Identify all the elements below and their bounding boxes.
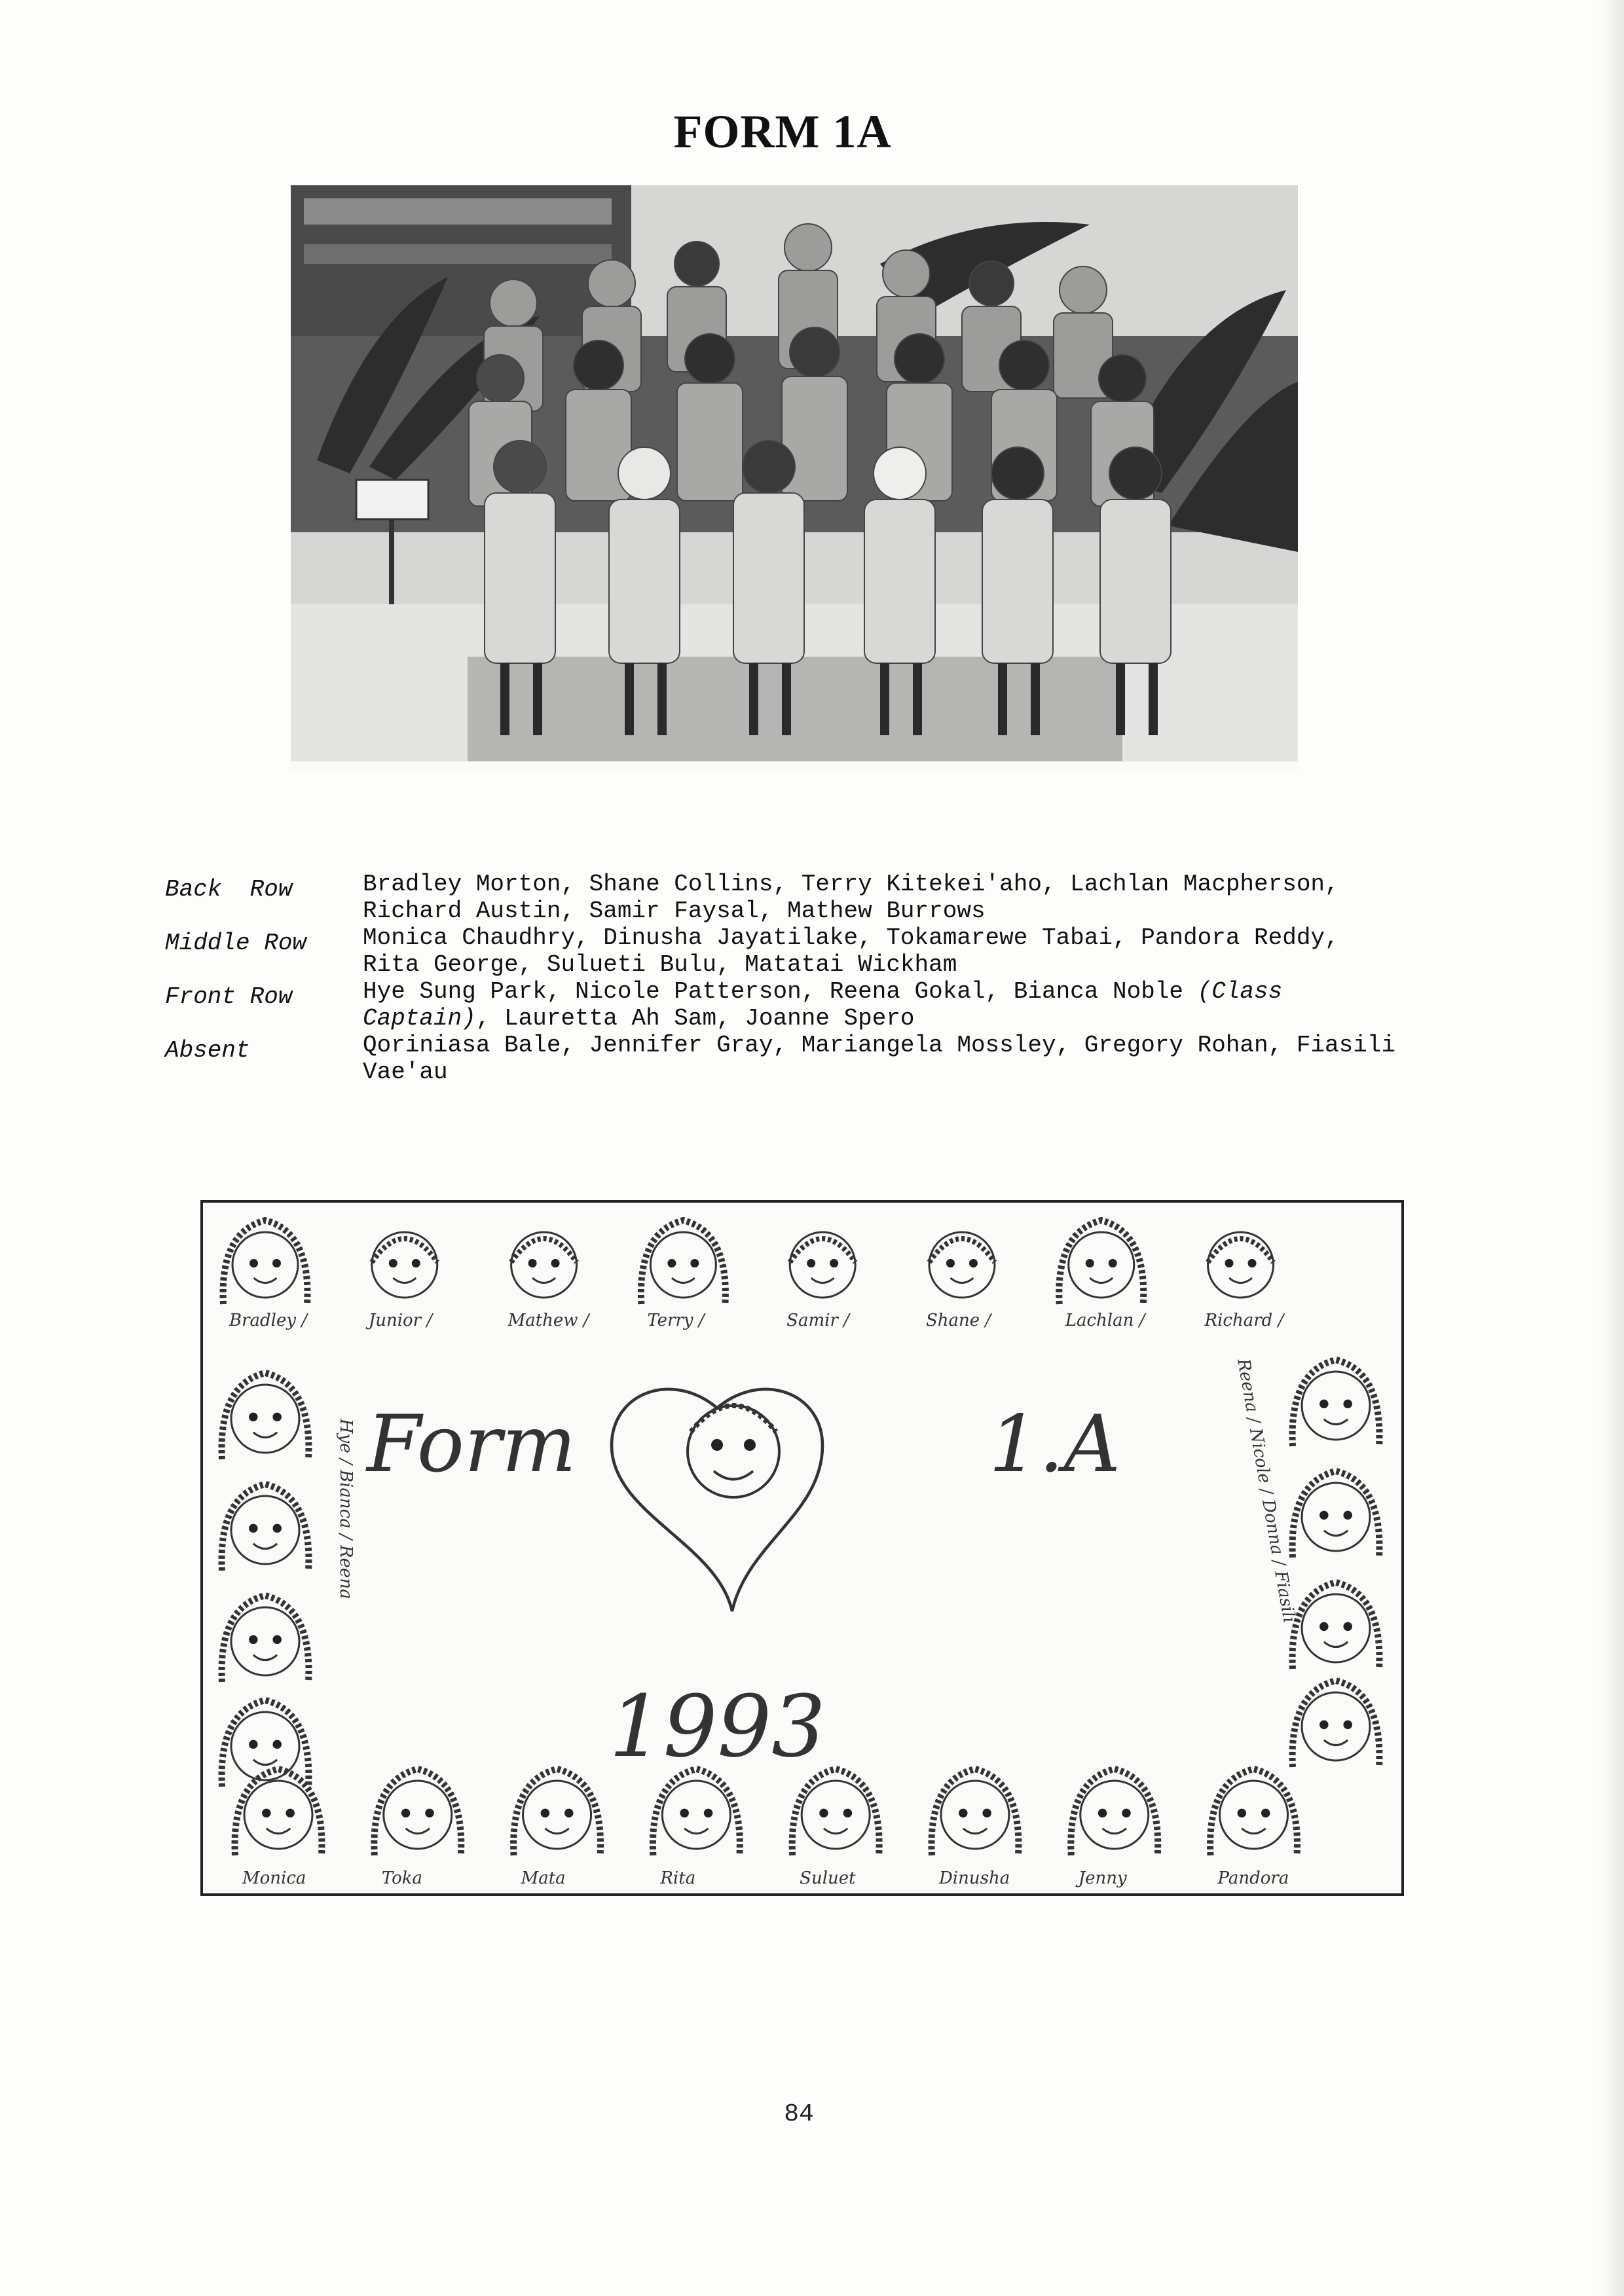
top-name-label: Bradley / bbox=[229, 1311, 308, 1330]
cartoon-face bbox=[1293, 1471, 1380, 1558]
caption-names: Qoriniasa Bale, Jennifer Gray, Mariangela Mossley, Gregory Rohan, Fiasili Vae'au bbox=[363, 1032, 1396, 1085]
caption-row-back bbox=[165, 871, 1409, 924]
bottom-name-label: Mata bbox=[521, 1868, 566, 1888]
drawing-year: 1993 bbox=[609, 1677, 826, 1776]
cartoon-face bbox=[653, 1769, 740, 1855]
top-name-label: Junior / bbox=[368, 1311, 433, 1330]
cartoon-face bbox=[223, 1220, 308, 1304]
cartoon-face bbox=[641, 1220, 726, 1304]
cartoon-face bbox=[374, 1769, 461, 1855]
caption-names-part: , Lauretta Ah Sam, Joanne Spero bbox=[475, 1005, 915, 1032]
class-drawing bbox=[200, 1200, 1404, 1896]
left-side-names: Hye / Bianca / Reena bbox=[336, 1419, 356, 1599]
caption-names: Monica Chaudhry, Dinusha Jayatilake, Tokamarewe Tabai, Pandora Reddy, Rita George, Sulueti Bulu, Matatai Wickham bbox=[363, 924, 1339, 978]
page-title: FORM 1A bbox=[673, 105, 892, 158]
cartoon-face bbox=[790, 1232, 855, 1298]
bottom-name-label: Dinusha bbox=[938, 1868, 1010, 1888]
cartoon-face bbox=[1208, 1232, 1274, 1298]
cartoon-face bbox=[513, 1769, 600, 1855]
bottom-name-label: Monica bbox=[242, 1868, 306, 1888]
class-photo bbox=[291, 185, 1298, 771]
cartoon-face bbox=[222, 1484, 309, 1571]
top-name-label: Richard / bbox=[1204, 1311, 1284, 1330]
caption-label: Absent bbox=[165, 1037, 250, 1064]
caption-label: Back Row bbox=[165, 876, 293, 903]
caption-label: Front Row bbox=[165, 983, 293, 1010]
top-name-label: Lachlan / bbox=[1065, 1311, 1145, 1330]
page-number: 84 bbox=[784, 2100, 814, 2128]
page-edge bbox=[1598, 0, 1624, 2296]
top-name-label: Terry / bbox=[647, 1311, 705, 1330]
bottom-name-label: Pandora bbox=[1217, 1868, 1289, 1888]
right-side-names: Reena / Nicole / Donna / Fiasili bbox=[1233, 1357, 1299, 1625]
caption-names bbox=[363, 978, 1409, 1032]
class-drawing-canvas bbox=[203, 1203, 1401, 1893]
bottom-name-label: Rita bbox=[660, 1868, 696, 1888]
cartoon-face bbox=[222, 1373, 309, 1459]
cartoon-face bbox=[1059, 1220, 1143, 1304]
cartoon-face bbox=[792, 1769, 879, 1855]
caption-names: Bradley Morton, Shane Collins, Terry Kitekei'aho, Lachlan Macpherson, Richard Austin, Samir Faysal, Mathew Burrows bbox=[363, 871, 1339, 924]
heart-icon bbox=[612, 1389, 822, 1611]
cartoon-face bbox=[1293, 1582, 1380, 1669]
drawing-heading-left: Form bbox=[367, 1399, 577, 1490]
cartoon-face bbox=[222, 1595, 309, 1682]
drawing-heading-right: 1.A bbox=[989, 1399, 1121, 1490]
bottom-name-label: Suluet bbox=[800, 1868, 856, 1888]
top-name-label: Samir / bbox=[786, 1311, 849, 1330]
cartoon-face bbox=[1293, 1360, 1380, 1446]
caption-row-absent bbox=[165, 1032, 1409, 1085]
top-name-label: Mathew / bbox=[507, 1311, 589, 1330]
cartoon-face bbox=[931, 1769, 1018, 1855]
caption-row-middle bbox=[165, 924, 1409, 978]
caption-row-front bbox=[165, 978, 1409, 1032]
cartoon-face bbox=[929, 1232, 995, 1298]
class-captain-note: (Class Captain) bbox=[363, 978, 1283, 1032]
cartoon-face bbox=[1210, 1769, 1297, 1855]
bottom-name-label: Jenny bbox=[1078, 1868, 1127, 1888]
caption-label: Middle Row bbox=[165, 930, 307, 957]
cartoon-face bbox=[511, 1232, 577, 1298]
heart-face bbox=[688, 1406, 779, 1497]
caption-names-part: Hye Sung Park, Nicole Patterson, Reena Gokal, Bianca Noble bbox=[363, 978, 1198, 1005]
bottom-name-label: Toka bbox=[381, 1868, 423, 1888]
cartoon-face bbox=[1071, 1769, 1158, 1855]
top-name-label: Shane / bbox=[925, 1311, 991, 1330]
cartoon-face bbox=[372, 1232, 437, 1298]
cartoon-face bbox=[222, 1700, 309, 1787]
photo-caption bbox=[165, 871, 1409, 1085]
cartoon-face bbox=[1293, 1681, 1380, 1767]
cartoon-faces bbox=[222, 1220, 1380, 1888]
